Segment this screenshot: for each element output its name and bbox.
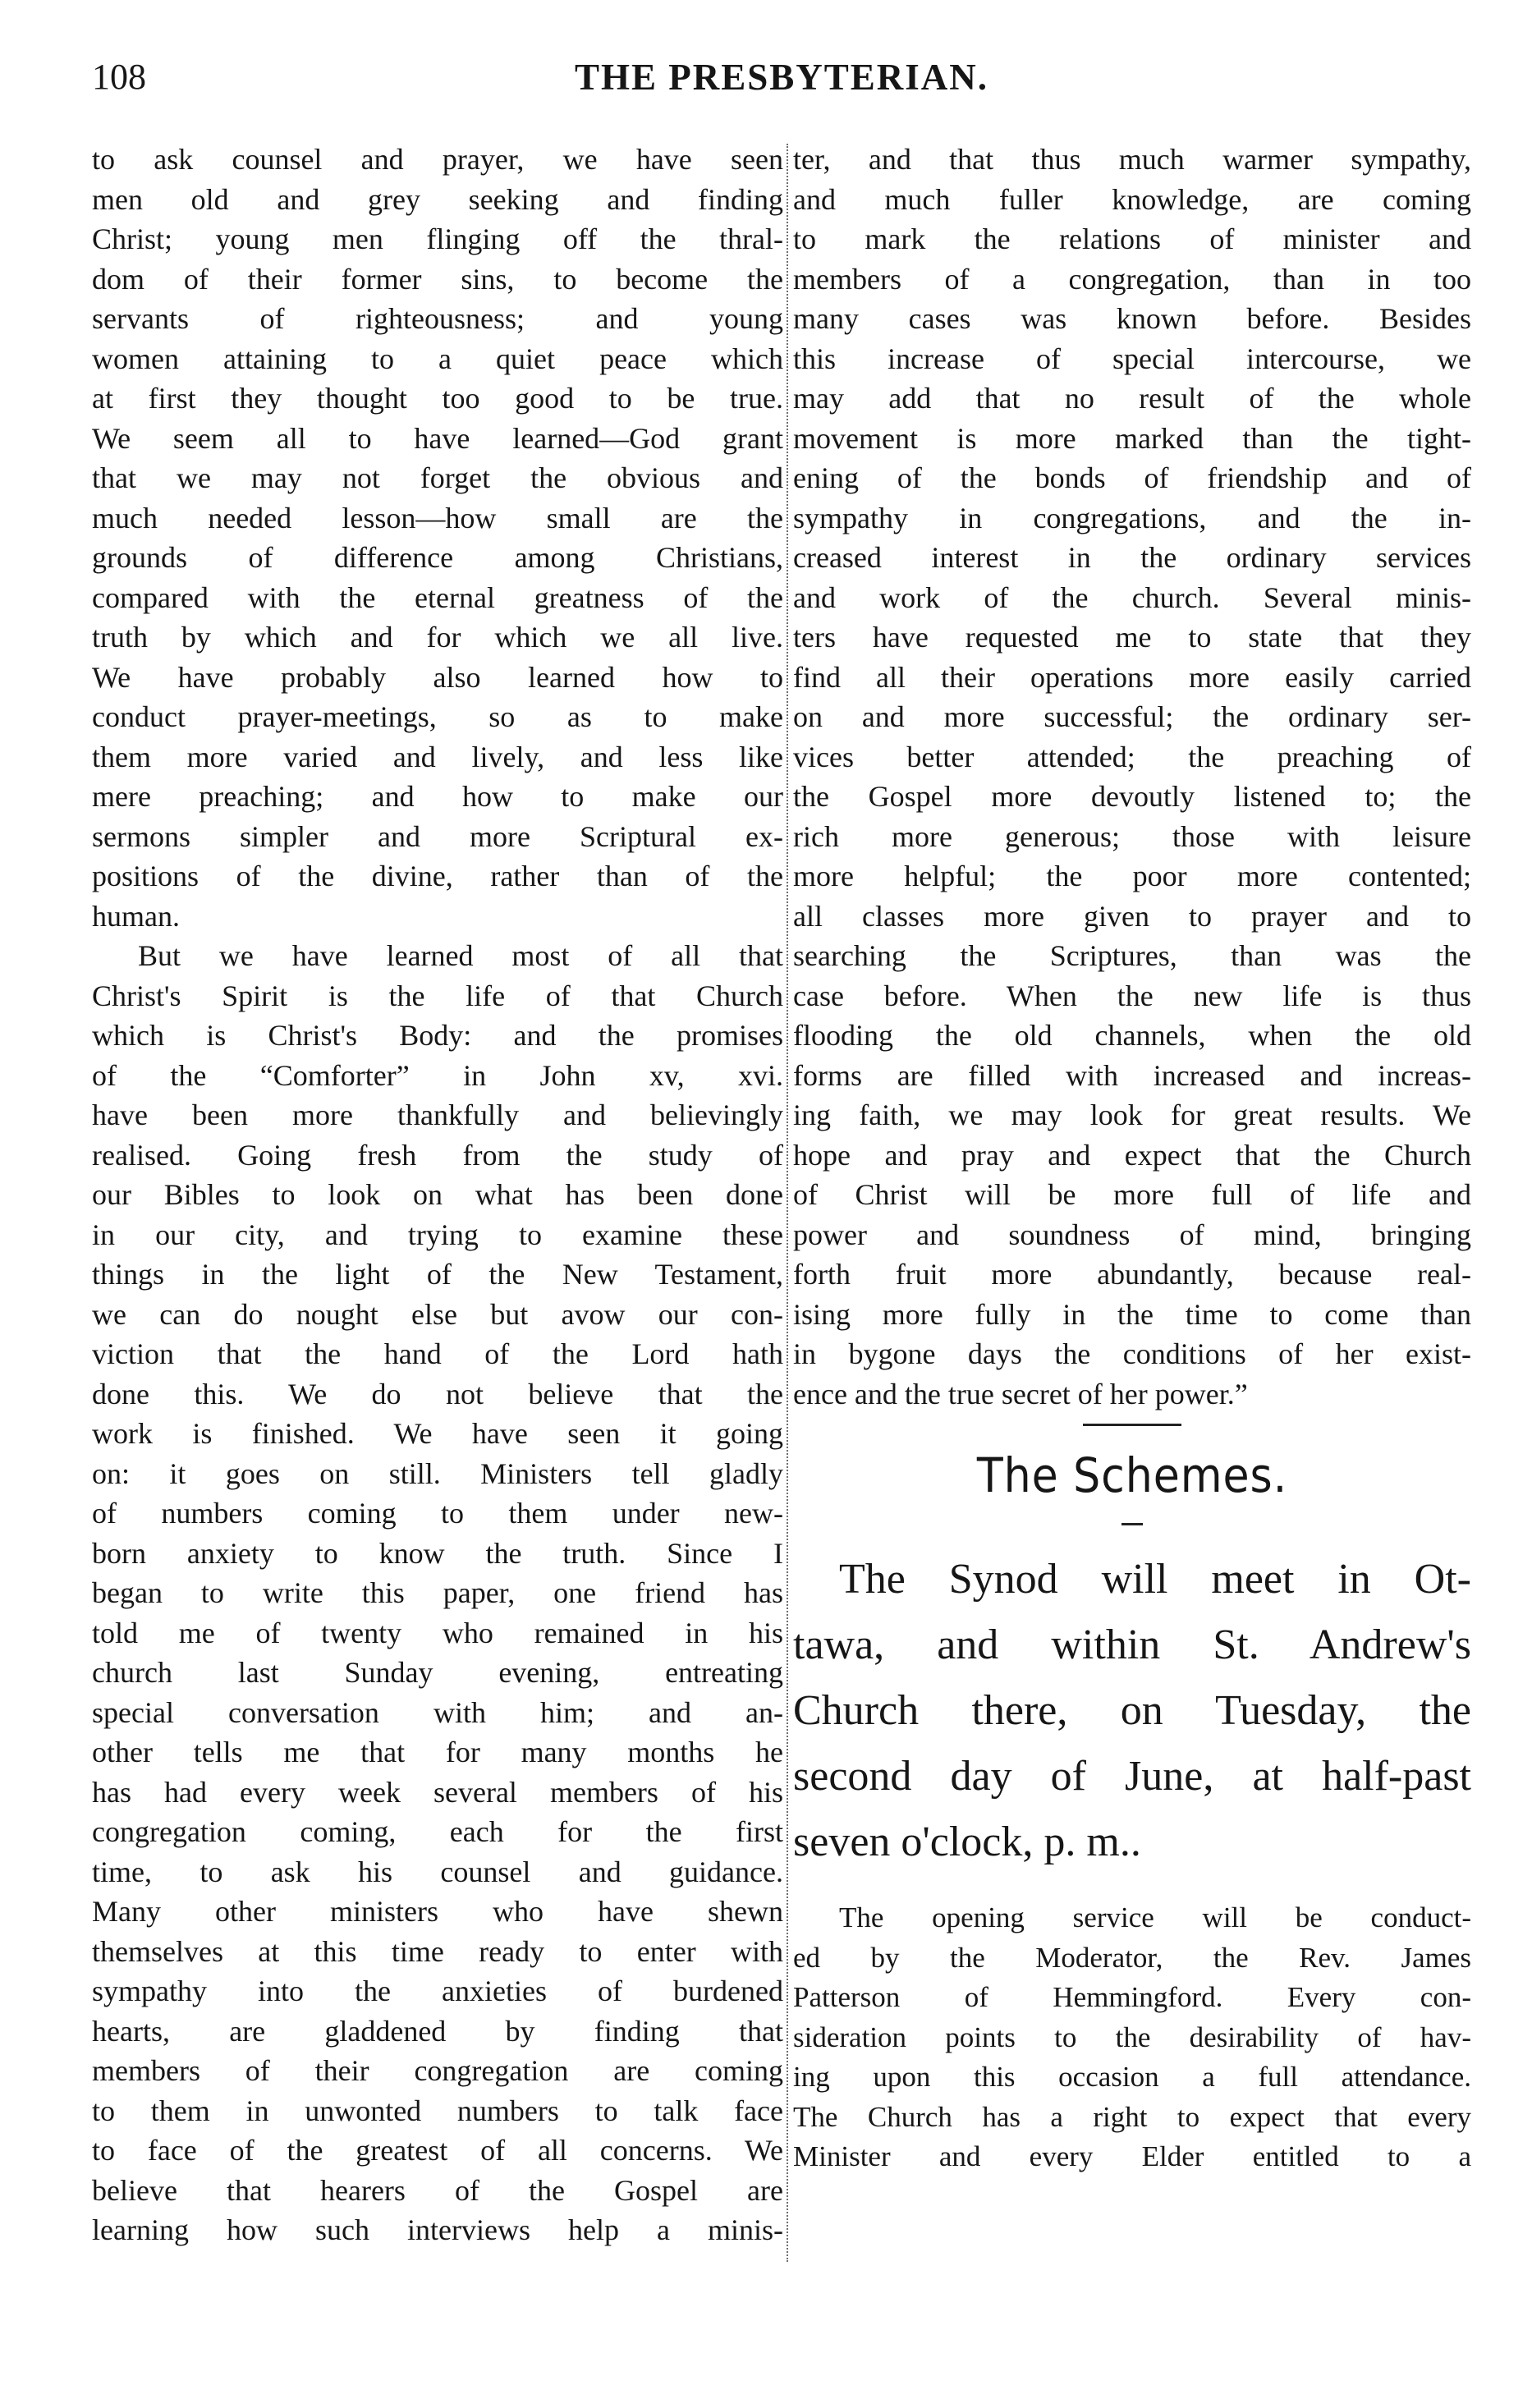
section-title: The Schemes. [976, 1447, 1288, 1503]
text-line: We have probably also learned how to [92, 660, 783, 694]
notice-line: The Synod will meet in Ot- [839, 1556, 1471, 1603]
left-paragraph-2 [92, 936, 783, 2250]
text-line: servants of righteousness; and young [92, 302, 783, 335]
text-line: done this. We do not believe that the [92, 1377, 783, 1410]
text-line: sympathy into the anxieties of burdened [92, 1975, 783, 2007]
text-line: in our city, and trying to examine these [92, 1218, 783, 1251]
text-line: may add that no result of the whole [793, 382, 1471, 415]
text-line: to them in unwonted numbers to talk face [92, 2094, 783, 2127]
text-line: has had every week several members of his [92, 1775, 783, 1809]
text-line: Many other ministers who have shewn [92, 1895, 783, 1928]
text-line: all classes more given to prayer and to [793, 899, 1471, 933]
notice-line: seven o'clock, p. m.. [793, 1819, 1141, 1865]
text-line: case before. When the new life is thus [793, 979, 1471, 1012]
text-line: flooding the old channels, when the old [793, 1019, 1471, 1052]
text-line: Christ; young men flinging off the thral- [92, 222, 783, 255]
text-line: that we may not forget the obvious and [92, 461, 783, 494]
left-column [92, 140, 783, 2250]
text-line: we can do nought else but avow our con- [92, 1297, 783, 1331]
text-line: other tells me that for many months he [92, 1736, 783, 1768]
text-line: ence and the true secret of her power.” [793, 1377, 1248, 1410]
text-line: told me of twenty who remained in his [92, 1616, 783, 1649]
text-line: sermons simpler and more Scriptural ex- [92, 819, 783, 853]
text-line: the Gospel more devoutly listened to; the [793, 780, 1471, 813]
notice-line: Church there, on Tuesday, the [793, 1687, 1471, 1734]
text-line: many cases was known before. Besides [793, 302, 1471, 335]
text-line: church last Sunday evening, entreating [92, 1656, 783, 1689]
text-line: mere preaching; and how to make our [92, 780, 783, 813]
text-line: grounds of difference among Christians, [92, 541, 783, 574]
text-line: vices better attended; the preaching of [793, 740, 1471, 773]
text-line: ening of the bonds of friendship and of [793, 461, 1471, 494]
text-line: men old and grey seeking and finding [92, 182, 783, 216]
text-line: more helpful; the poor more contented; [793, 860, 1471, 892]
text-line: ising more fully in the time to come than [793, 1297, 1471, 1331]
text-line: special conversation with him; and an- [92, 1695, 783, 1729]
text-line: truth by which and for which we all live. [92, 621, 783, 654]
text-line: power and soundness of mind, bringing [793, 1218, 1471, 1251]
text-line: and work of the church. Several minis- [793, 580, 1471, 614]
text-line: We seem all to have learned—God grant [92, 421, 783, 455]
text-line: ing upon this occasion a full attendance. [793, 2061, 1471, 2093]
text-line: hearts, are gladdened by finding that [92, 2014, 783, 2048]
text-line: Christ's Spirit is the life of that Church [92, 979, 783, 1012]
right-column [793, 140, 1471, 2177]
text-line: hope and pray and expect that the Church [793, 1138, 1471, 1172]
column-divider [787, 144, 788, 2262]
text-line: conduct prayer-meetings, so as to make [92, 700, 783, 733]
text-line: and much fuller knowledge, are coming [793, 182, 1471, 216]
right-paragraph-1 [793, 140, 1471, 1414]
text-line: ter, and that thus much warmer sympathy, [793, 143, 1471, 176]
text-line: members of their congregation are coming [92, 2054, 783, 2087]
text-line: began to write this paper, one friend has [92, 1576, 783, 1609]
text-line: time, to ask his counsel and guidance. [92, 1855, 783, 1888]
text-line: members of a congregation, than in too [793, 262, 1471, 296]
text-line: to mark the relations of minister and [793, 222, 1471, 255]
text-line: them more varied and lively, and less like [92, 740, 783, 773]
text-line: much needed lesson—how small are the [92, 501, 783, 534]
text-line: Minister and every Elder entitled to a [793, 2140, 1471, 2172]
text-line: to ask counsel and prayer, we have seen [92, 143, 783, 176]
text-line: sideration points to the desirability of hav- [793, 2020, 1471, 2053]
text-line: movement is more marked than the tight- [793, 421, 1471, 455]
journal-title: THE PRESBYTERIAN. [574, 57, 989, 98]
text-line: on: it goes on still. Ministers tell gladly [92, 1456, 783, 1490]
text-line: this increase of special intercourse, we [793, 342, 1471, 375]
text-line: of numbers coming to them under new- [92, 1497, 783, 1530]
text-line: of the “Comforter” in John xv, xvi. [92, 1058, 783, 1092]
text-line: ters have requested me to state that they [793, 621, 1471, 654]
text-line: realised. Going fresh from the study of [92, 1138, 783, 1172]
text-line: themselves at this time ready to enter with [92, 1934, 783, 1968]
text-line: born anxiety to know the truth. Since I [92, 1536, 783, 1570]
text-line: on and more successful; the ordinary ser- [793, 700, 1471, 733]
text-line: But we have learned most of all that [138, 939, 783, 972]
text-line: Patterson of Hemmingford. Every con- [793, 1981, 1471, 2013]
text-line: things in the light of the New Testament, [92, 1258, 783, 1291]
text-line: our Bibles to look on what has been done [92, 1178, 783, 1211]
text-line: searching the Scriptures, than was the [793, 939, 1471, 972]
text-line: women attaining to a quiet peace which [92, 342, 783, 375]
text-line: The opening service will be conduct- [839, 1901, 1471, 1933]
text-line: believe that hearers of the Gospel are [92, 2173, 783, 2207]
section-divider [1083, 1424, 1181, 1426]
text-line: rich more generous; those with leisure [793, 819, 1471, 853]
notice-line: tawa, and within St. Andrew's [793, 1621, 1471, 1668]
text-line: human. [92, 899, 180, 933]
text-line: in bygone days the conditions of her exist- [793, 1337, 1471, 1370]
synod-notice [793, 1547, 1471, 1875]
text-line: find all their operations more easily carried [793, 660, 1471, 694]
text-line: learning how such interviews help a minis- [92, 2213, 783, 2246]
text-line: have been more thankfully and believingly [92, 1099, 783, 1131]
text-line: viction that the hand of the Lord hath [92, 1337, 783, 1370]
text-line: forth fruit more abundantly, because real- [793, 1258, 1471, 1291]
text-line: at first they thought too good to be true. [92, 382, 783, 415]
text-line: The Church has a right to expect that every [793, 2100, 1471, 2133]
page-number: 108 [92, 57, 146, 97]
text-line: creased interest in the ordinary services [793, 541, 1471, 574]
text-line: compared with the eternal greatness of the [92, 580, 783, 614]
text-line: dom of their former sins, to become the [92, 262, 783, 296]
text-line: congregation coming, each for the first [92, 1815, 783, 1848]
text-line: to face of the greatest of all concerns. We [92, 2134, 783, 2167]
text-line: of Christ will be more full of life and [793, 1178, 1471, 1211]
running-head [92, 54, 1471, 107]
right-paragraph-2 [793, 1898, 1471, 2177]
text-line: positions of the divine, rather than of the [92, 860, 783, 892]
text-line: work is finished. We have seen it going [92, 1417, 783, 1450]
title-underline-rule [1121, 1523, 1143, 1525]
text-line: ing faith, we may look for great results. We [793, 1099, 1471, 1131]
text-line: ed by the Moderator, the Rev. James [793, 1941, 1471, 1974]
notice-line: second day of June, at half-past [793, 1753, 1471, 1800]
text-line: which is Christ's Body: and the promises [92, 1019, 783, 1052]
text-line: forms are filled with increased and increas- [793, 1058, 1471, 1092]
text-line: sympathy in congregations, and the in- [793, 501, 1471, 534]
left-paragraph-1 [92, 140, 783, 936]
